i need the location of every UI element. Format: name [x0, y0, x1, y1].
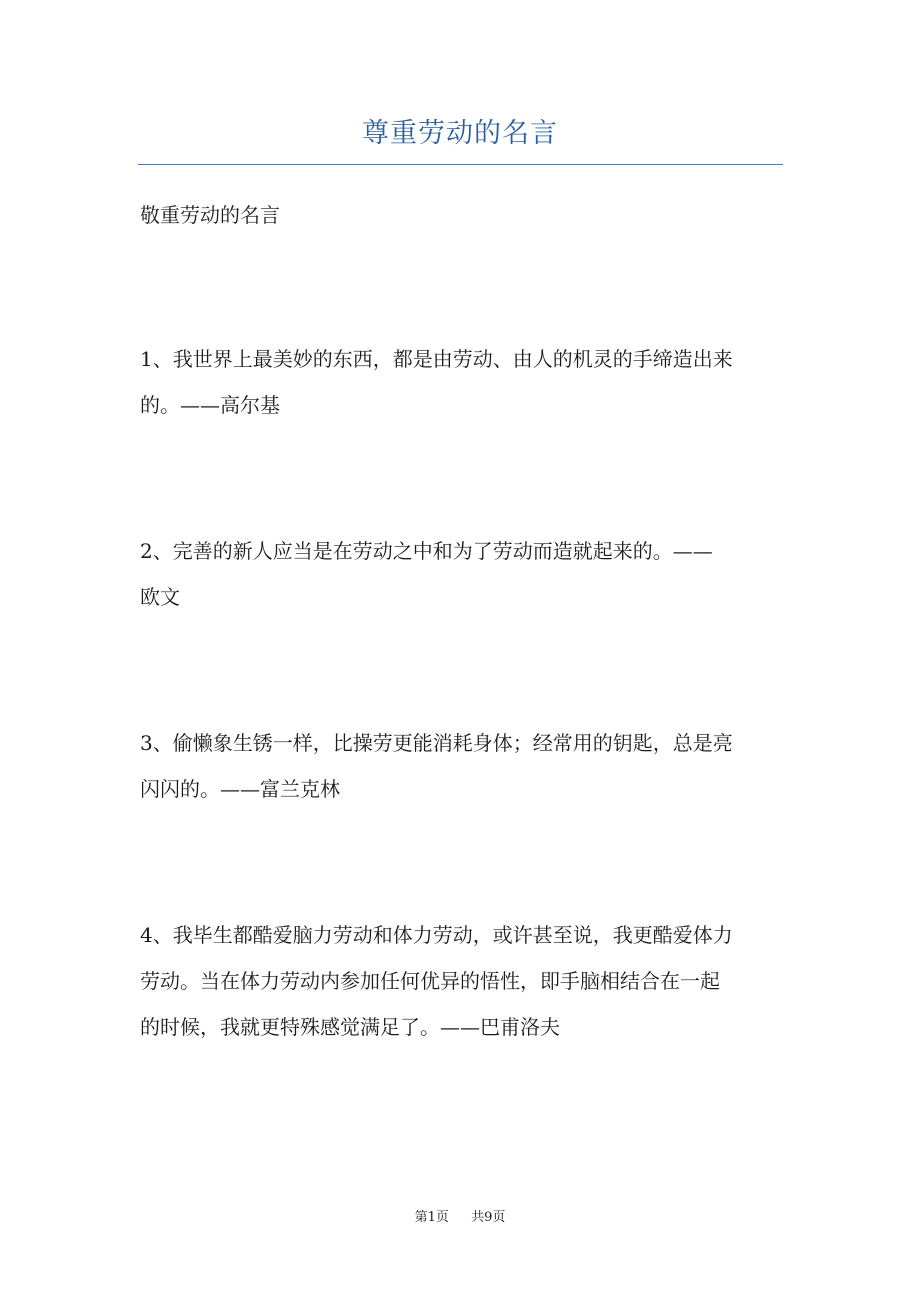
page-total: 共9页 [471, 1210, 506, 1225]
quote-3-line-1: 3、偷懒象生锈一样，比操劳更能消耗身体；经常用的钥匙，总是亮 [140, 731, 733, 755]
title-divider [138, 164, 783, 165]
page-title: 尊重劳动的名言 [362, 118, 558, 149]
quote-2-line-1: 2、完善的新人应当是在劳动之中和为了劳动而造就起来的。—— [140, 539, 713, 563]
quote-4-line-1: 4、我毕生都酷爱脑力劳动和体力劳动，或许甚至说，我更酷爱体力 [140, 923, 733, 947]
page-footer [0, 1206, 920, 1225]
quote-3-line-2: 闪闪的。——富兰克林 [140, 777, 340, 801]
page-number: 第1页 [414, 1210, 449, 1225]
quote-3 [140, 720, 785, 812]
quote-4-line-3: 的时候，我就更特殊感觉满足了。——巴甫洛夫 [140, 1015, 560, 1039]
quote-1-line-1: 1、我世界上最美妙的东西，都是由劳动、由人的机灵的手缔造出来 [140, 347, 733, 371]
quote-1-line-2: 的。——高尔基 [140, 393, 280, 417]
quote-2-line-2: 欧文 [140, 585, 180, 609]
quote-2 [140, 528, 785, 620]
quote-4-line-2: 劳动。当在体力劳动内参加任何优异的悟性，即手脑相结合在一起 [140, 969, 720, 993]
document-subtitle: 敬重劳动的名言 [140, 203, 280, 227]
quote-1 [140, 336, 785, 428]
quote-4 [140, 912, 785, 1050]
